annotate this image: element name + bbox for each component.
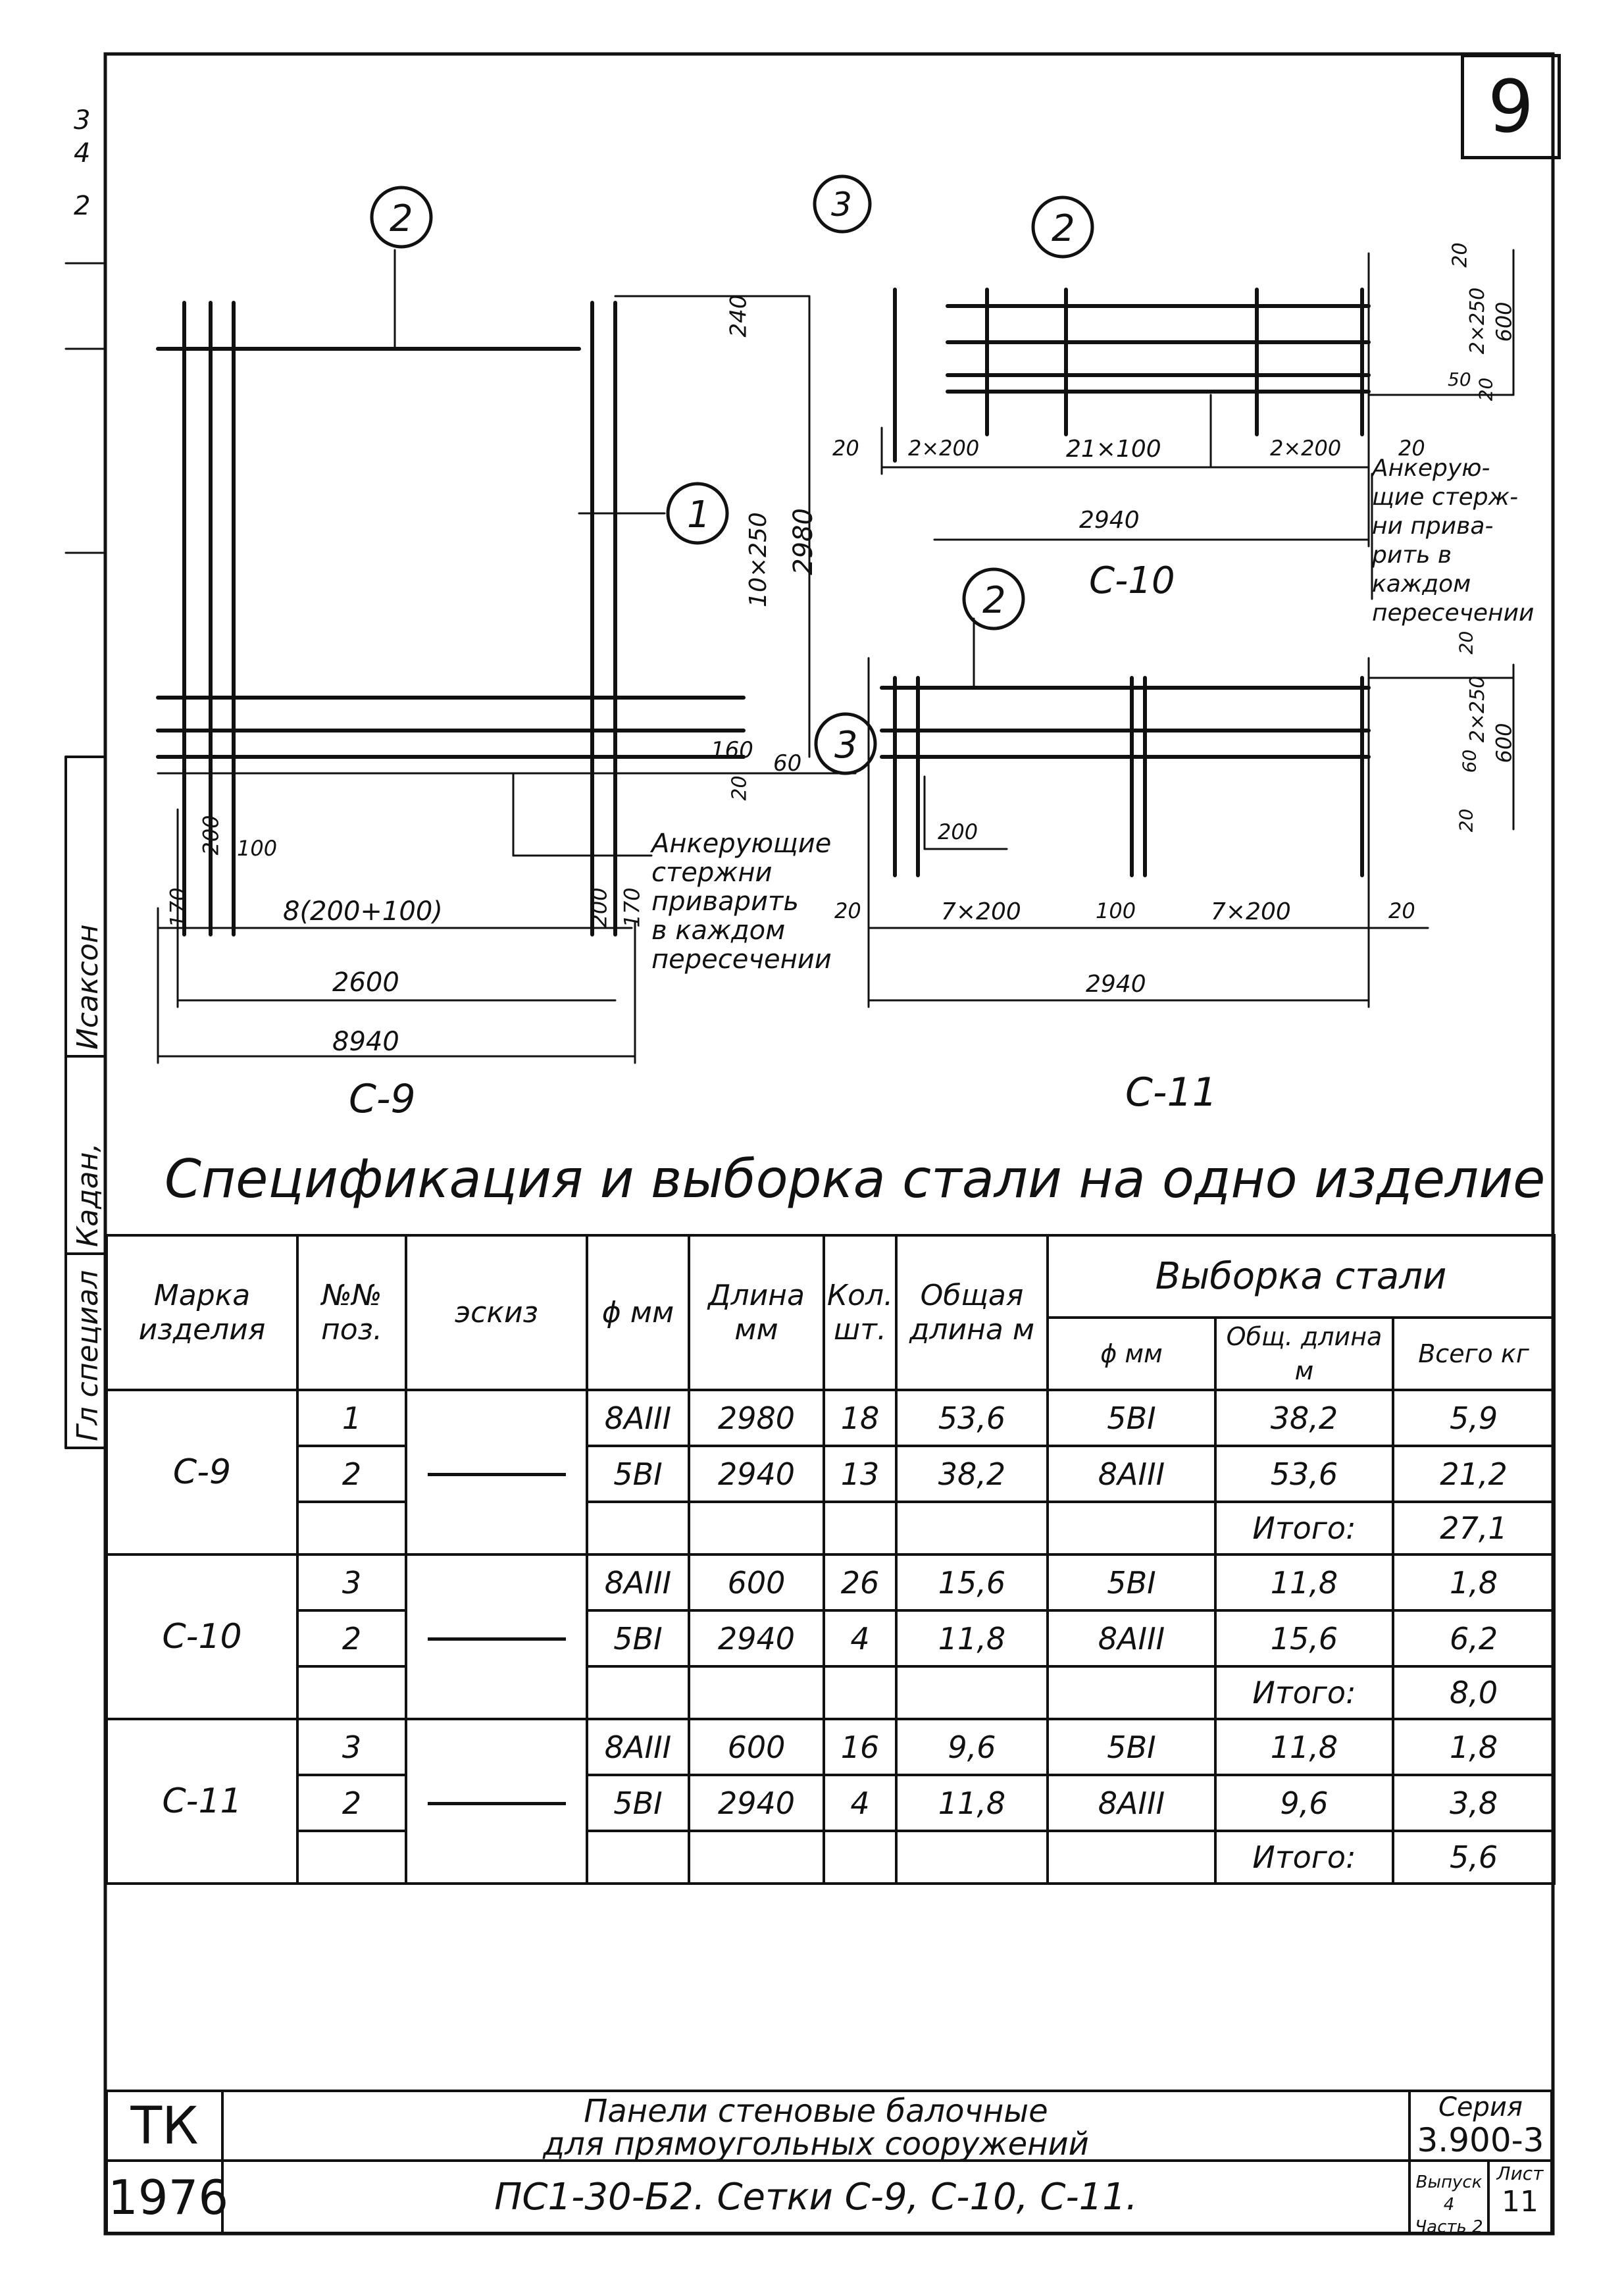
table-row [107, 1502, 1554, 1554]
sidebar-label: Гл специал [71, 1270, 105, 1441]
cell-total-len: 38,2 [896, 1446, 1048, 1502]
c10-dim-2940: 2940 [1079, 507, 1140, 534]
title-block-subtitle: ПС1-30-Б2. Сетки С-9, С-10, С-11. [221, 2159, 1411, 2234]
c10-dim-21x100: 21×100 [1066, 436, 1161, 463]
cell-length [689, 1502, 824, 1554]
title-line-2: для прямоугольных сооружений [543, 2126, 1089, 2163]
cell-pos: 1 [297, 1390, 406, 1446]
c9-dim-170: 170 [165, 887, 191, 928]
hdr-selection: Выборка стали [1048, 1235, 1554, 1318]
c10-dim-right-20: 20 [1398, 436, 1425, 461]
cell-length: 600 [689, 1719, 824, 1775]
table-row [107, 1610, 1554, 1666]
sheet-label: Лист [1496, 2163, 1544, 2184]
sheet-frame [105, 54, 1553, 2234]
series-value: 3.900-3 [1417, 2121, 1544, 2159]
sidebar-label: Кадан, [71, 1142, 105, 1247]
cell-sketch [406, 1390, 587, 1554]
spec-table [105, 1234, 1556, 1885]
c11-dim-100: 100 [1096, 898, 1136, 923]
c9-dim-spacing: 10×250 [744, 512, 772, 607]
cell-sel-diam: 5ВI [1048, 1390, 1215, 1446]
c11-dim-200: 200 [938, 819, 978, 844]
cell-qty: 4 [824, 1610, 896, 1666]
c10-dim-20-bot: 20 [1475, 377, 1497, 401]
cell-diam: 5ВI [587, 1446, 689, 1502]
cell-total-len [896, 1502, 1048, 1554]
c9-callout-3: 3 [834, 724, 858, 767]
table-row [107, 1554, 1554, 1610]
c9-dim-right-200: 200 [586, 887, 612, 928]
c9-dim-20: 20 [728, 775, 751, 801]
c9-dim-160: 160 [711, 737, 753, 763]
cell-sel-diam [1048, 1666, 1215, 1719]
cell-qty [824, 1502, 896, 1554]
hdr-total-len: Общая длина м [896, 1235, 1048, 1390]
cell-diam: 8АIII [587, 1390, 689, 1446]
c10-dim-20-top: 20 [1448, 242, 1472, 268]
c9-dim-8940: 8940 [332, 1027, 399, 1057]
table-row [107, 1719, 1554, 1775]
cell-diam [587, 1666, 689, 1719]
c9-note: Анкерующие стержни приварить в каждом пересечении [651, 829, 832, 975]
table-row [107, 1775, 1554, 1831]
cell-qty: 18 [824, 1390, 896, 1446]
cell-total-value: 5,6 [1393, 1831, 1554, 1884]
c10-dim-50: 50 [1448, 369, 1471, 390]
cell-total-label: Итого: [1215, 1502, 1393, 1554]
cell-sel-w: 1,8 [1393, 1719, 1554, 1775]
cell-mark: С-10 [107, 1554, 297, 1719]
c9-dim-60: 60 [773, 750, 802, 777]
c11-dim-lines [869, 619, 1513, 1007]
cell-pos [297, 1666, 406, 1719]
cell-sel-diam [1048, 1831, 1215, 1884]
spec-title: Спецификация и выборка стали на одно изделие [165, 1148, 1546, 1210]
cell-sketch [406, 1719, 587, 1884]
cell-sel-diam: 8АIII [1048, 1446, 1215, 1502]
cell-length: 2940 [689, 1446, 824, 1502]
cell-sel-diam [1048, 1502, 1215, 1554]
cell-pos: 3 [297, 1719, 406, 1775]
cell-qty: 4 [824, 1775, 896, 1831]
cell-total-len [896, 1666, 1048, 1719]
c9-dim-240: 240 [725, 294, 752, 338]
cell-total-len: 11,8 [896, 1775, 1048, 1831]
c11-title: С-11 [1125, 1069, 1217, 1116]
cell-diam [587, 1502, 689, 1554]
issue-label: Выпуск 4 [1415, 2172, 1483, 2215]
title-line-1: Панели стеновые балочные [584, 2093, 1048, 2130]
margin-mark: 4 [74, 138, 91, 168]
cell-pos: 2 [297, 1610, 406, 1666]
c11-dim-2x250: 2×250 [1466, 675, 1490, 743]
cell-diam [587, 1831, 689, 1884]
c9-callout-1: 1 [687, 494, 711, 536]
cell-sel-len: 53,6 [1215, 1446, 1393, 1502]
cell-pos [297, 1831, 406, 1884]
c11-dim-left-7x200: 7×200 [941, 898, 1021, 925]
c11-dim-right-7x200: 7×200 [1211, 898, 1291, 925]
c9-dim-2980: 2980 [788, 508, 819, 575]
c10-title: С-10 [1089, 559, 1175, 602]
cell-sel-len: 11,8 [1215, 1554, 1393, 1610]
cell-sel-w: 5,9 [1393, 1390, 1554, 1446]
title-block-title [221, 2090, 1411, 2162]
c9-dim-200: 200 [198, 815, 224, 856]
c10-note: Анкерую- щие стерж- ни прива- рить в каждом пересечении [1372, 455, 1535, 627]
cell-sel-diam: 8АIII [1048, 1775, 1215, 1831]
c11-dim-left-20: 20 [834, 898, 861, 923]
c10-dim-600: 600 [1491, 301, 1517, 342]
cell-total-len: 15,6 [896, 1554, 1048, 1610]
c11-dim-20-top: 20 [1455, 630, 1477, 655]
c9-dim-2600: 2600 [332, 967, 399, 998]
title-block-issue [1408, 2159, 1490, 2237]
hdr-qty: Кол. шт. [824, 1235, 896, 1390]
cell-diam: 5ВI [587, 1610, 689, 1666]
cell-sel-w: 6,2 [1393, 1610, 1554, 1666]
hdr-mark: Марка изделия [107, 1235, 297, 1390]
hdr-sel-diam: ϕ мм [1048, 1318, 1215, 1390]
cell-pos: 2 [297, 1775, 406, 1831]
hdr-pos: №№ поз. [297, 1235, 406, 1390]
cell-qty: 16 [824, 1719, 896, 1775]
margin-mark: 3 [74, 105, 91, 136]
sketch-bar-icon [428, 1637, 566, 1641]
cell-total-label: Итого: [1215, 1831, 1393, 1884]
sheet-value: 11 [1502, 2185, 1538, 2219]
sheet-number: 9 [1461, 54, 1561, 159]
title-block-series [1408, 2090, 1553, 2162]
hdr-sketch: эскиз [406, 1235, 587, 1390]
cell-mark: С-11 [107, 1719, 297, 1884]
cell-total-value: 27,1 [1393, 1502, 1554, 1554]
title-block [105, 2090, 1553, 2237]
mesh-c11 [882, 678, 1369, 875]
c11-dim-right-20: 20 [1388, 898, 1415, 923]
c10-dim-left-20: 20 [832, 436, 859, 461]
cell-sel-w: 21,2 [1393, 1446, 1554, 1502]
cell-sel-len: 9,6 [1215, 1775, 1393, 1831]
series-label: Серия [1438, 2092, 1523, 2122]
c9-dim-100: 100 [237, 836, 278, 861]
cell-mark: С-9 [107, 1390, 297, 1554]
mesh-c10 [895, 290, 1369, 461]
cell-length: 2940 [689, 1610, 824, 1666]
table-row [107, 1446, 1554, 1502]
cell-total-len [896, 1831, 1048, 1884]
cell-total-value: 8,0 [1393, 1666, 1554, 1719]
table-row [107, 1831, 1554, 1884]
table-row [107, 1666, 1554, 1719]
cell-sel-w: 1,8 [1393, 1554, 1554, 1610]
cell-pos: 2 [297, 1446, 406, 1502]
c9-title: С-9 [349, 1076, 416, 1122]
cell-qty: 26 [824, 1554, 896, 1610]
hdr-sel-total-len: Общ. длина м [1215, 1318, 1393, 1390]
cell-total-label: Итого: [1215, 1666, 1393, 1719]
sidebar-label: Исаксон [71, 924, 105, 1050]
margin-mark: 2 [74, 191, 91, 221]
part-label: Часть 2 [1415, 2217, 1483, 2237]
cell-sel-len: 11,8 [1215, 1719, 1393, 1775]
c10-dim-left-2x200: 2×200 [908, 436, 980, 461]
sketch-bar-icon [428, 1473, 566, 1476]
title-block-year: 1976 [105, 2159, 224, 2234]
table-row [107, 1390, 1554, 1446]
cell-pos: 3 [297, 1554, 406, 1610]
c11-dim-20-bot: 20 [1455, 808, 1477, 833]
c9-callout-2: 2 [390, 197, 413, 240]
c11-callout-2: 2 [982, 579, 1006, 622]
cell-total-len: 11,8 [896, 1610, 1048, 1666]
cell-qty [824, 1831, 896, 1884]
c9-dim-spacing-total: 8(200+100) [283, 896, 443, 927]
hdr-sel-weight: Всего кг [1393, 1318, 1554, 1390]
c10-dim-right-2x200: 2×200 [1270, 436, 1342, 461]
c11-dim-60: 60 [1458, 749, 1481, 773]
cell-diam: 5ВI [587, 1775, 689, 1831]
cell-sel-diam: 5ВI [1048, 1554, 1215, 1610]
hdr-diam: ϕ мм [587, 1235, 689, 1390]
cell-length: 2940 [689, 1775, 824, 1831]
cell-sel-diam: 8АIII [1048, 1610, 1215, 1666]
cell-qty [824, 1666, 896, 1719]
c10-dim-2x250: 2×250 [1466, 287, 1490, 355]
title-block-org: ТК [105, 2090, 224, 2162]
hdr-length: Длина мм [689, 1235, 824, 1390]
cell-sel-w: 3,8 [1393, 1775, 1554, 1831]
c11-dim-600: 600 [1491, 723, 1517, 763]
c10-callout-3: 3 [831, 186, 852, 224]
cell-length: 2980 [689, 1390, 824, 1446]
cell-sel-len: 15,6 [1215, 1610, 1393, 1666]
cell-pos [297, 1502, 406, 1554]
sketch-bar-icon [428, 1802, 566, 1805]
c11-dim-2940: 2940 [1086, 971, 1146, 998]
cell-sel-diam: 5ВI [1048, 1719, 1215, 1775]
cell-qty: 13 [824, 1446, 896, 1502]
c10-callout-2: 2 [1052, 207, 1075, 250]
cell-length [689, 1831, 824, 1884]
cell-total-len: 53,6 [896, 1390, 1048, 1446]
title-block-sheet [1487, 2159, 1553, 2234]
cell-length: 600 [689, 1554, 824, 1610]
cell-diam: 8АIII [587, 1719, 689, 1775]
cell-sel-len: 38,2 [1215, 1390, 1393, 1446]
cell-sketch [406, 1554, 587, 1719]
cell-diam: 8АIII [587, 1554, 689, 1610]
cell-total-len: 9,6 [896, 1719, 1048, 1775]
cell-length [689, 1666, 824, 1719]
c9-dim-right-170: 170 [619, 887, 645, 928]
